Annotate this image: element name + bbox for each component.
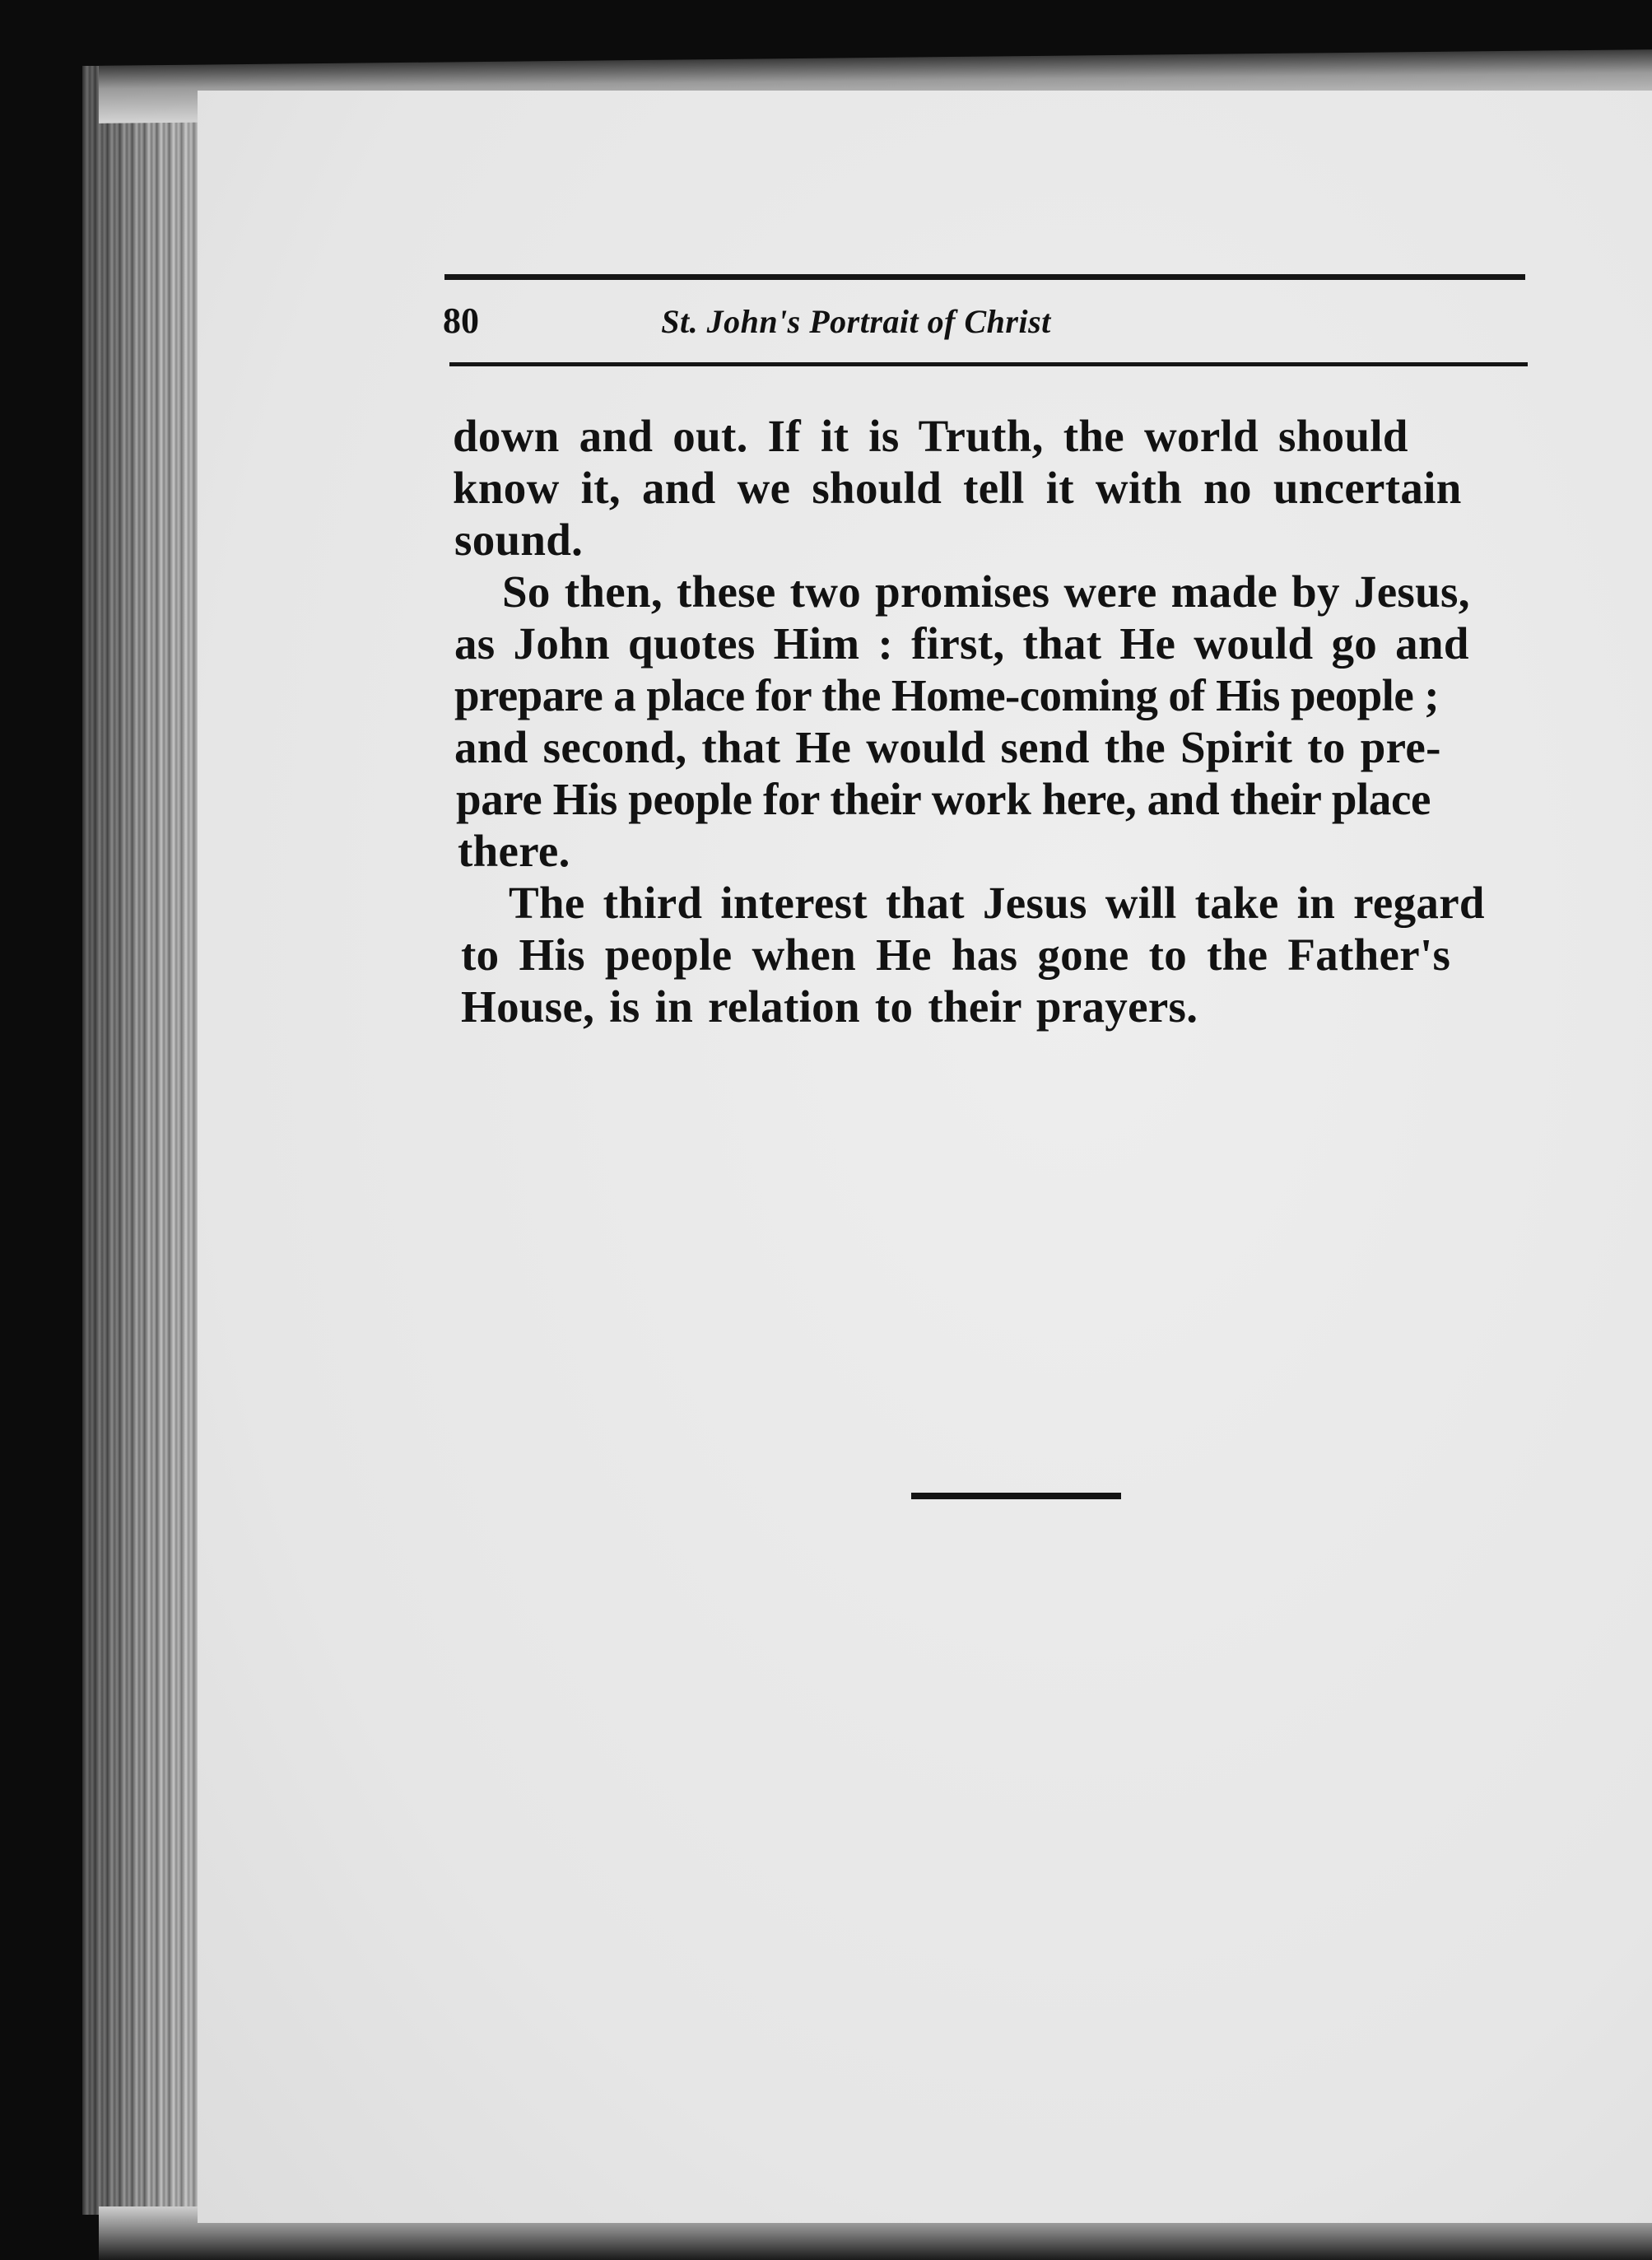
chapter-end-rule	[911, 1493, 1121, 1499]
running-title: St. John's Portrait of Christ	[661, 303, 1051, 340]
body-line: pare His people for their work here, and their place	[456, 774, 1431, 824]
body-line: House, is in relation to their prayers.	[461, 981, 1198, 1032]
body-line: and second, that He would send the Spirit to pre-	[454, 722, 1441, 772]
body-line: know it, and we should tell it with no uncertain	[453, 463, 1462, 513]
page-number: 80	[443, 301, 479, 341]
header-top-rule	[444, 274, 1525, 280]
body-line: as John quotes Him : first, that He would go and	[454, 618, 1469, 669]
body-line: down and out. If it is Truth, the world should	[453, 411, 1408, 461]
body-line: sound.	[454, 515, 584, 565]
body-line: The third interest that Jesus will take in regard	[509, 878, 1485, 928]
header-bottom-rule	[449, 362, 1528, 366]
body-line: prepare a place for the Home-coming of His people ;	[454, 670, 1440, 720]
body-line: there.	[458, 826, 570, 876]
body-line: So then, these two promises were made by Jesus,	[502, 566, 1470, 617]
body-line: to His people when He has gone to the Father's	[461, 930, 1451, 980]
